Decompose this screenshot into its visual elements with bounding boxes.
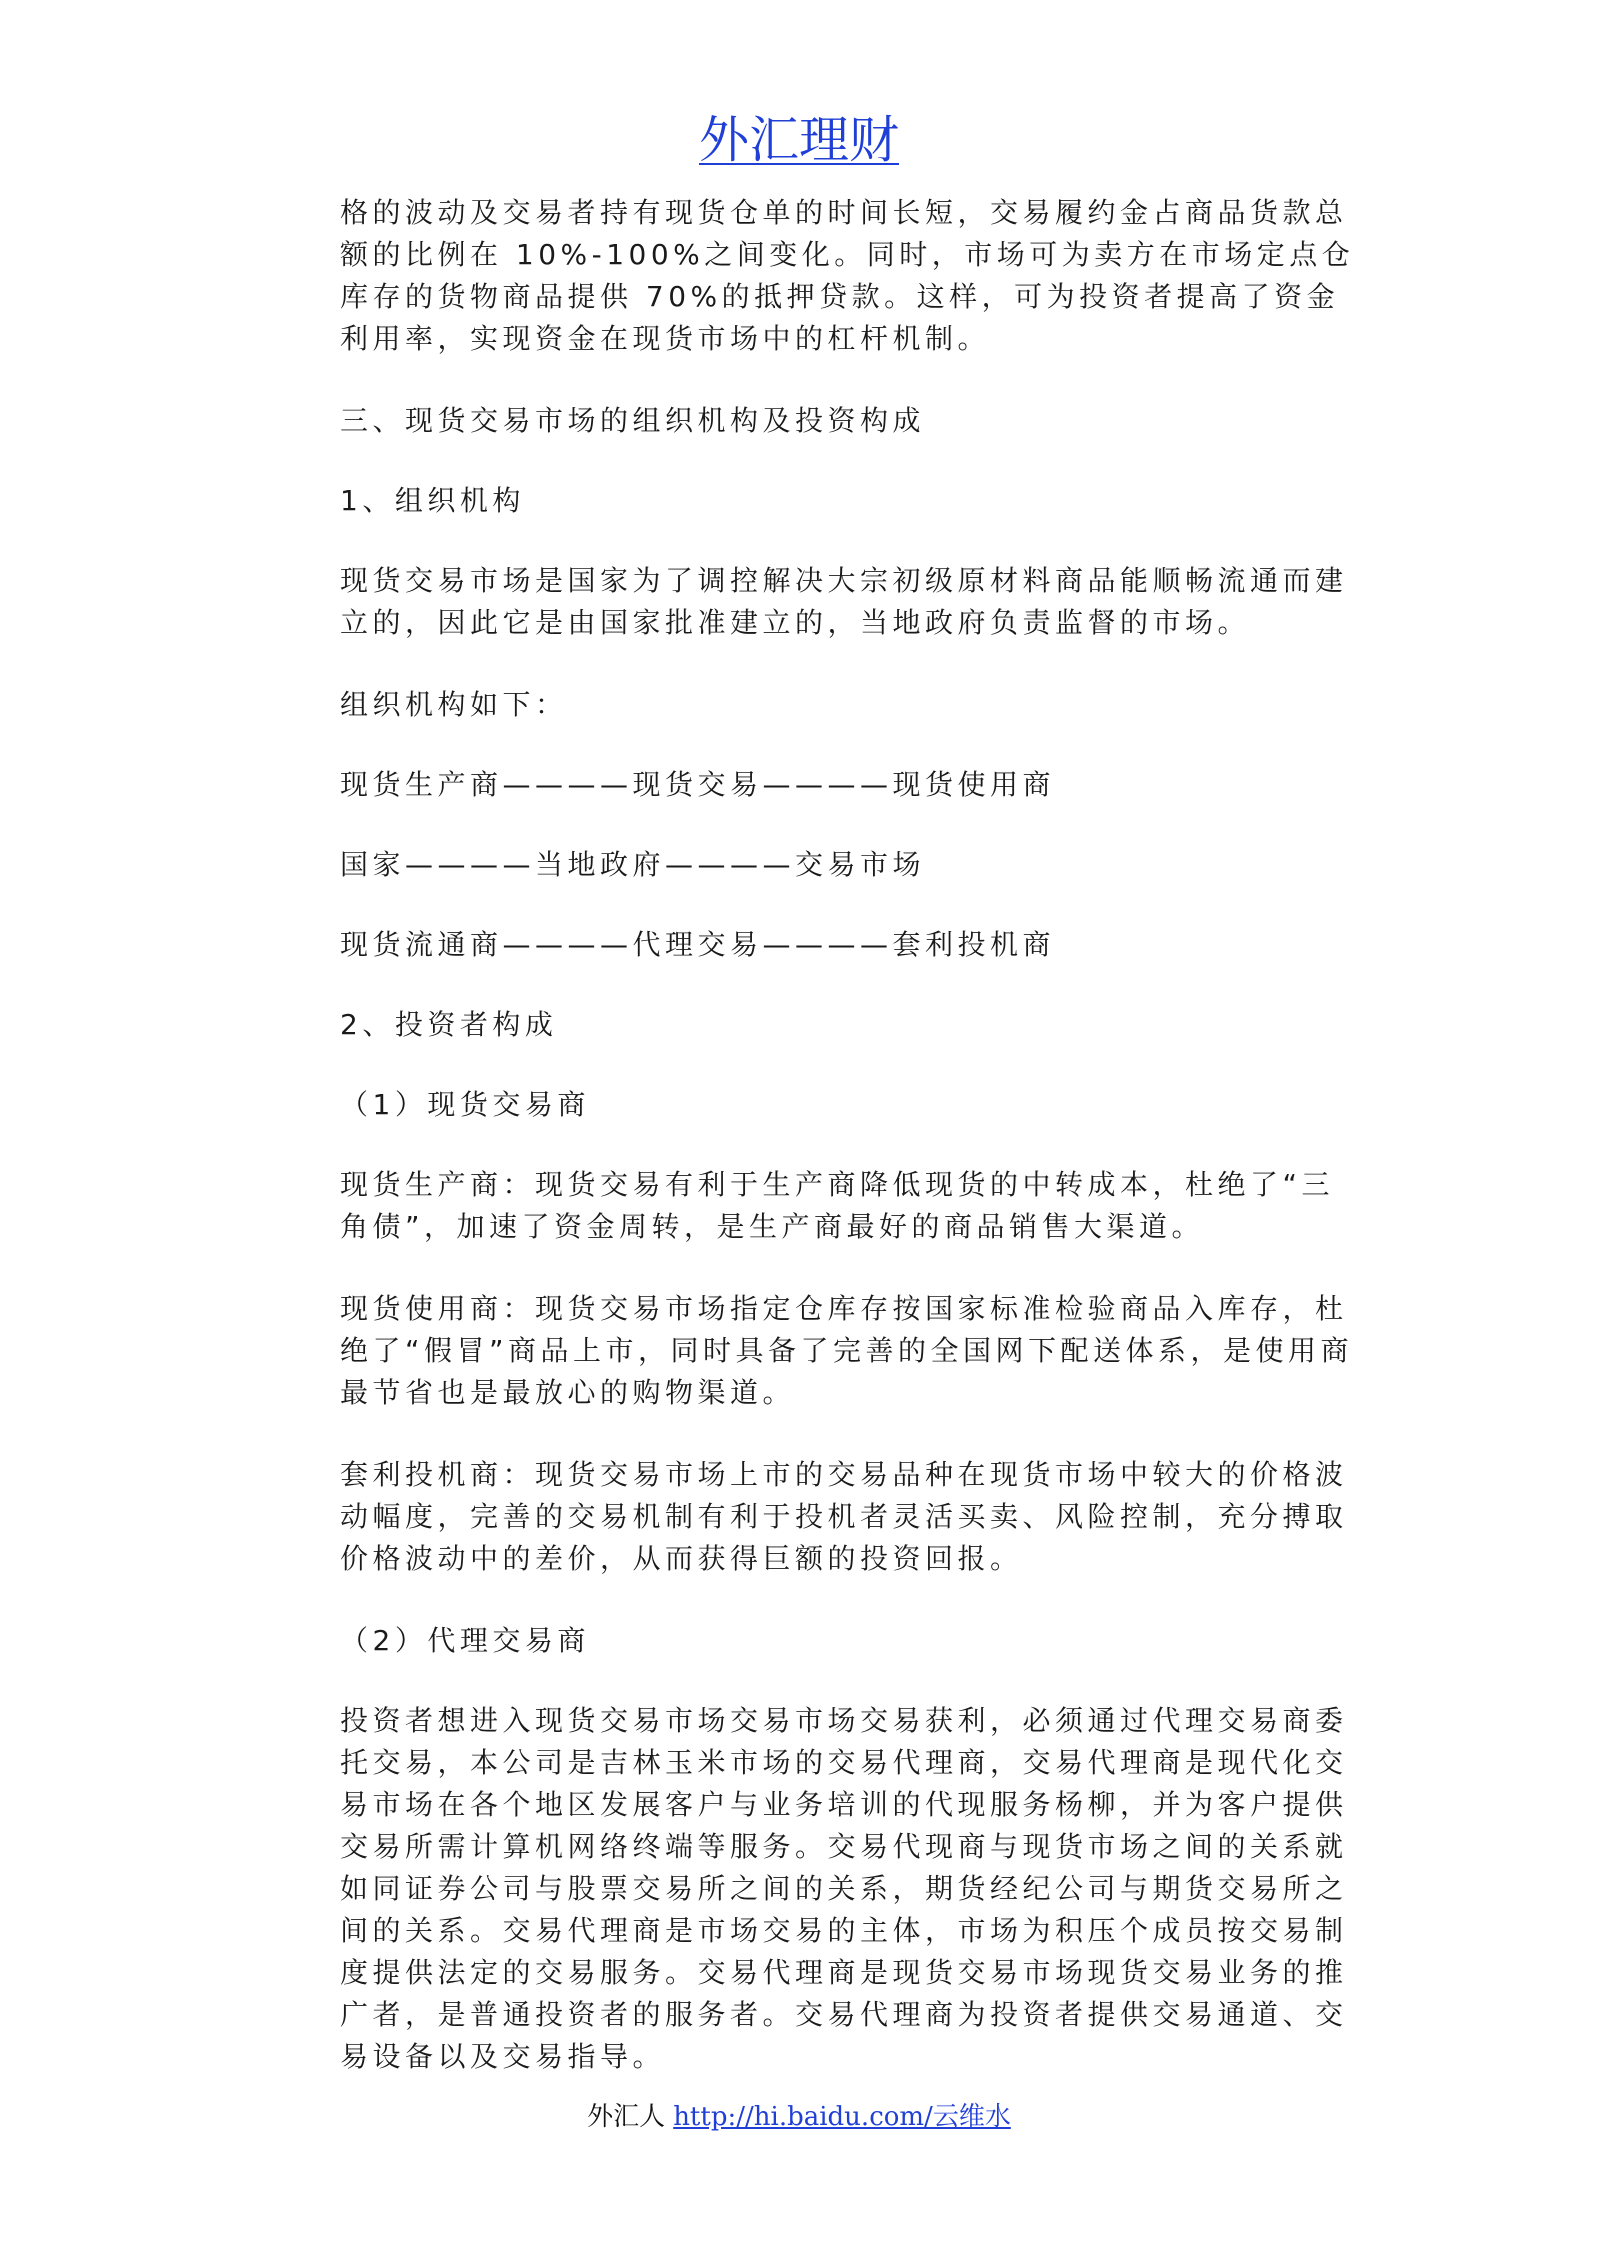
paragraph-agent-traders: 投资者想进入现货交易市场交易市场交易获利，必须通过代理交易商委托交易，本公司是吉林玉米市场的交易代理商，交易代理商是现代化交易市场在各个地区发展客户与业务培训的代现服务杨柳，并为客户提供交易所需计算机网络终端等服务。交易代现商与现货市场之间的关系就如同证券公司与股票交易所之间的关系，期货经纪公司与期货交易所之间的关系。交易代理商是市场交易的主体，市场为积压个成员按交易制度提供法定的交易服务。交易代理商是现货交易市场现货交易业务的推广者，是普通投资者的服务者。交易代理商为投资者提供交易通道、交易设备以及交易指导。 bbox=[340, 1704, 1348, 2073]
page-title-link[interactable]: 外汇理财 bbox=[699, 111, 899, 169]
footer-label: 外汇人 bbox=[587, 2102, 666, 2132]
sub-heading-spot-traders: （1）现货交易商 bbox=[340, 1088, 590, 1121]
paragraph-organization: 现货交易市场是国家为了调控解决大宗初级原材料商品能顺畅流通而建立的，因此它是由国家批准建立的，当地政府负责监督的市场。 bbox=[340, 564, 1348, 639]
section-heading-3: 三、现货交易市场的组织机构及投资构成 bbox=[340, 404, 926, 437]
subsection-heading-investors: 2、投资者构成 bbox=[340, 1008, 558, 1041]
sub-heading-agent-traders: （2）代理交易商 bbox=[340, 1624, 590, 1657]
paragraph-leverage: 格的波动及交易者持有现货仓单的时间长短，交易履约金占商品货款总额的比例在 10%-100%之间变化。同时，市场可为卖方在市场定点仓库存的货物商品提供 70%的抵押贷款。这样，可为投资者提高了资金利用率，实现资金在现货市场中的杠杆机制。 bbox=[340, 196, 1355, 355]
org-structure-line-1: 现货生产商————现货交易————现货使用商 bbox=[340, 768, 1056, 801]
paragraph-arbitrage-speculators: 套利投机商：现货交易市场上市的交易品种在现货市场中较大的价格波动幅度，完善的交易机制有利于投机者灵活买卖、风险控制，充分搏取价格波动中的差价，从而获得巨额的投资回报。 bbox=[340, 1458, 1348, 1575]
subsection-heading-organization: 1、组织机构 bbox=[340, 484, 525, 517]
paragraph-spot-producers: 现货生产商：现货交易有利于生产商降低现货的中转成本，杜绝了“三角债”，加速了资金周转，是生产商最好的商品销售大渠道。 bbox=[340, 1168, 1335, 1243]
org-structure-intro: 组织机构如下： bbox=[340, 688, 568, 721]
paragraph-spot-users: 现货使用商：现货交易市场指定仓库存按国家标准检验商品入库存，杜绝了“假冒”商品上市，同时具备了完善的全国网下配送体系，是使用商最节省也是最放心的购物渠道。 bbox=[340, 1292, 1354, 1409]
org-structure-line-3: 现货流通商————代理交易————套利投机商 bbox=[340, 928, 1056, 961]
footer-link[interactable]: http://hi.baidu.com/云维水 bbox=[673, 2102, 1011, 2132]
org-structure-line-2: 国家————当地政府————交易市场 bbox=[340, 848, 926, 881]
page-footer bbox=[0, 2100, 1598, 2134]
document-body bbox=[340, 192, 1365, 2078]
